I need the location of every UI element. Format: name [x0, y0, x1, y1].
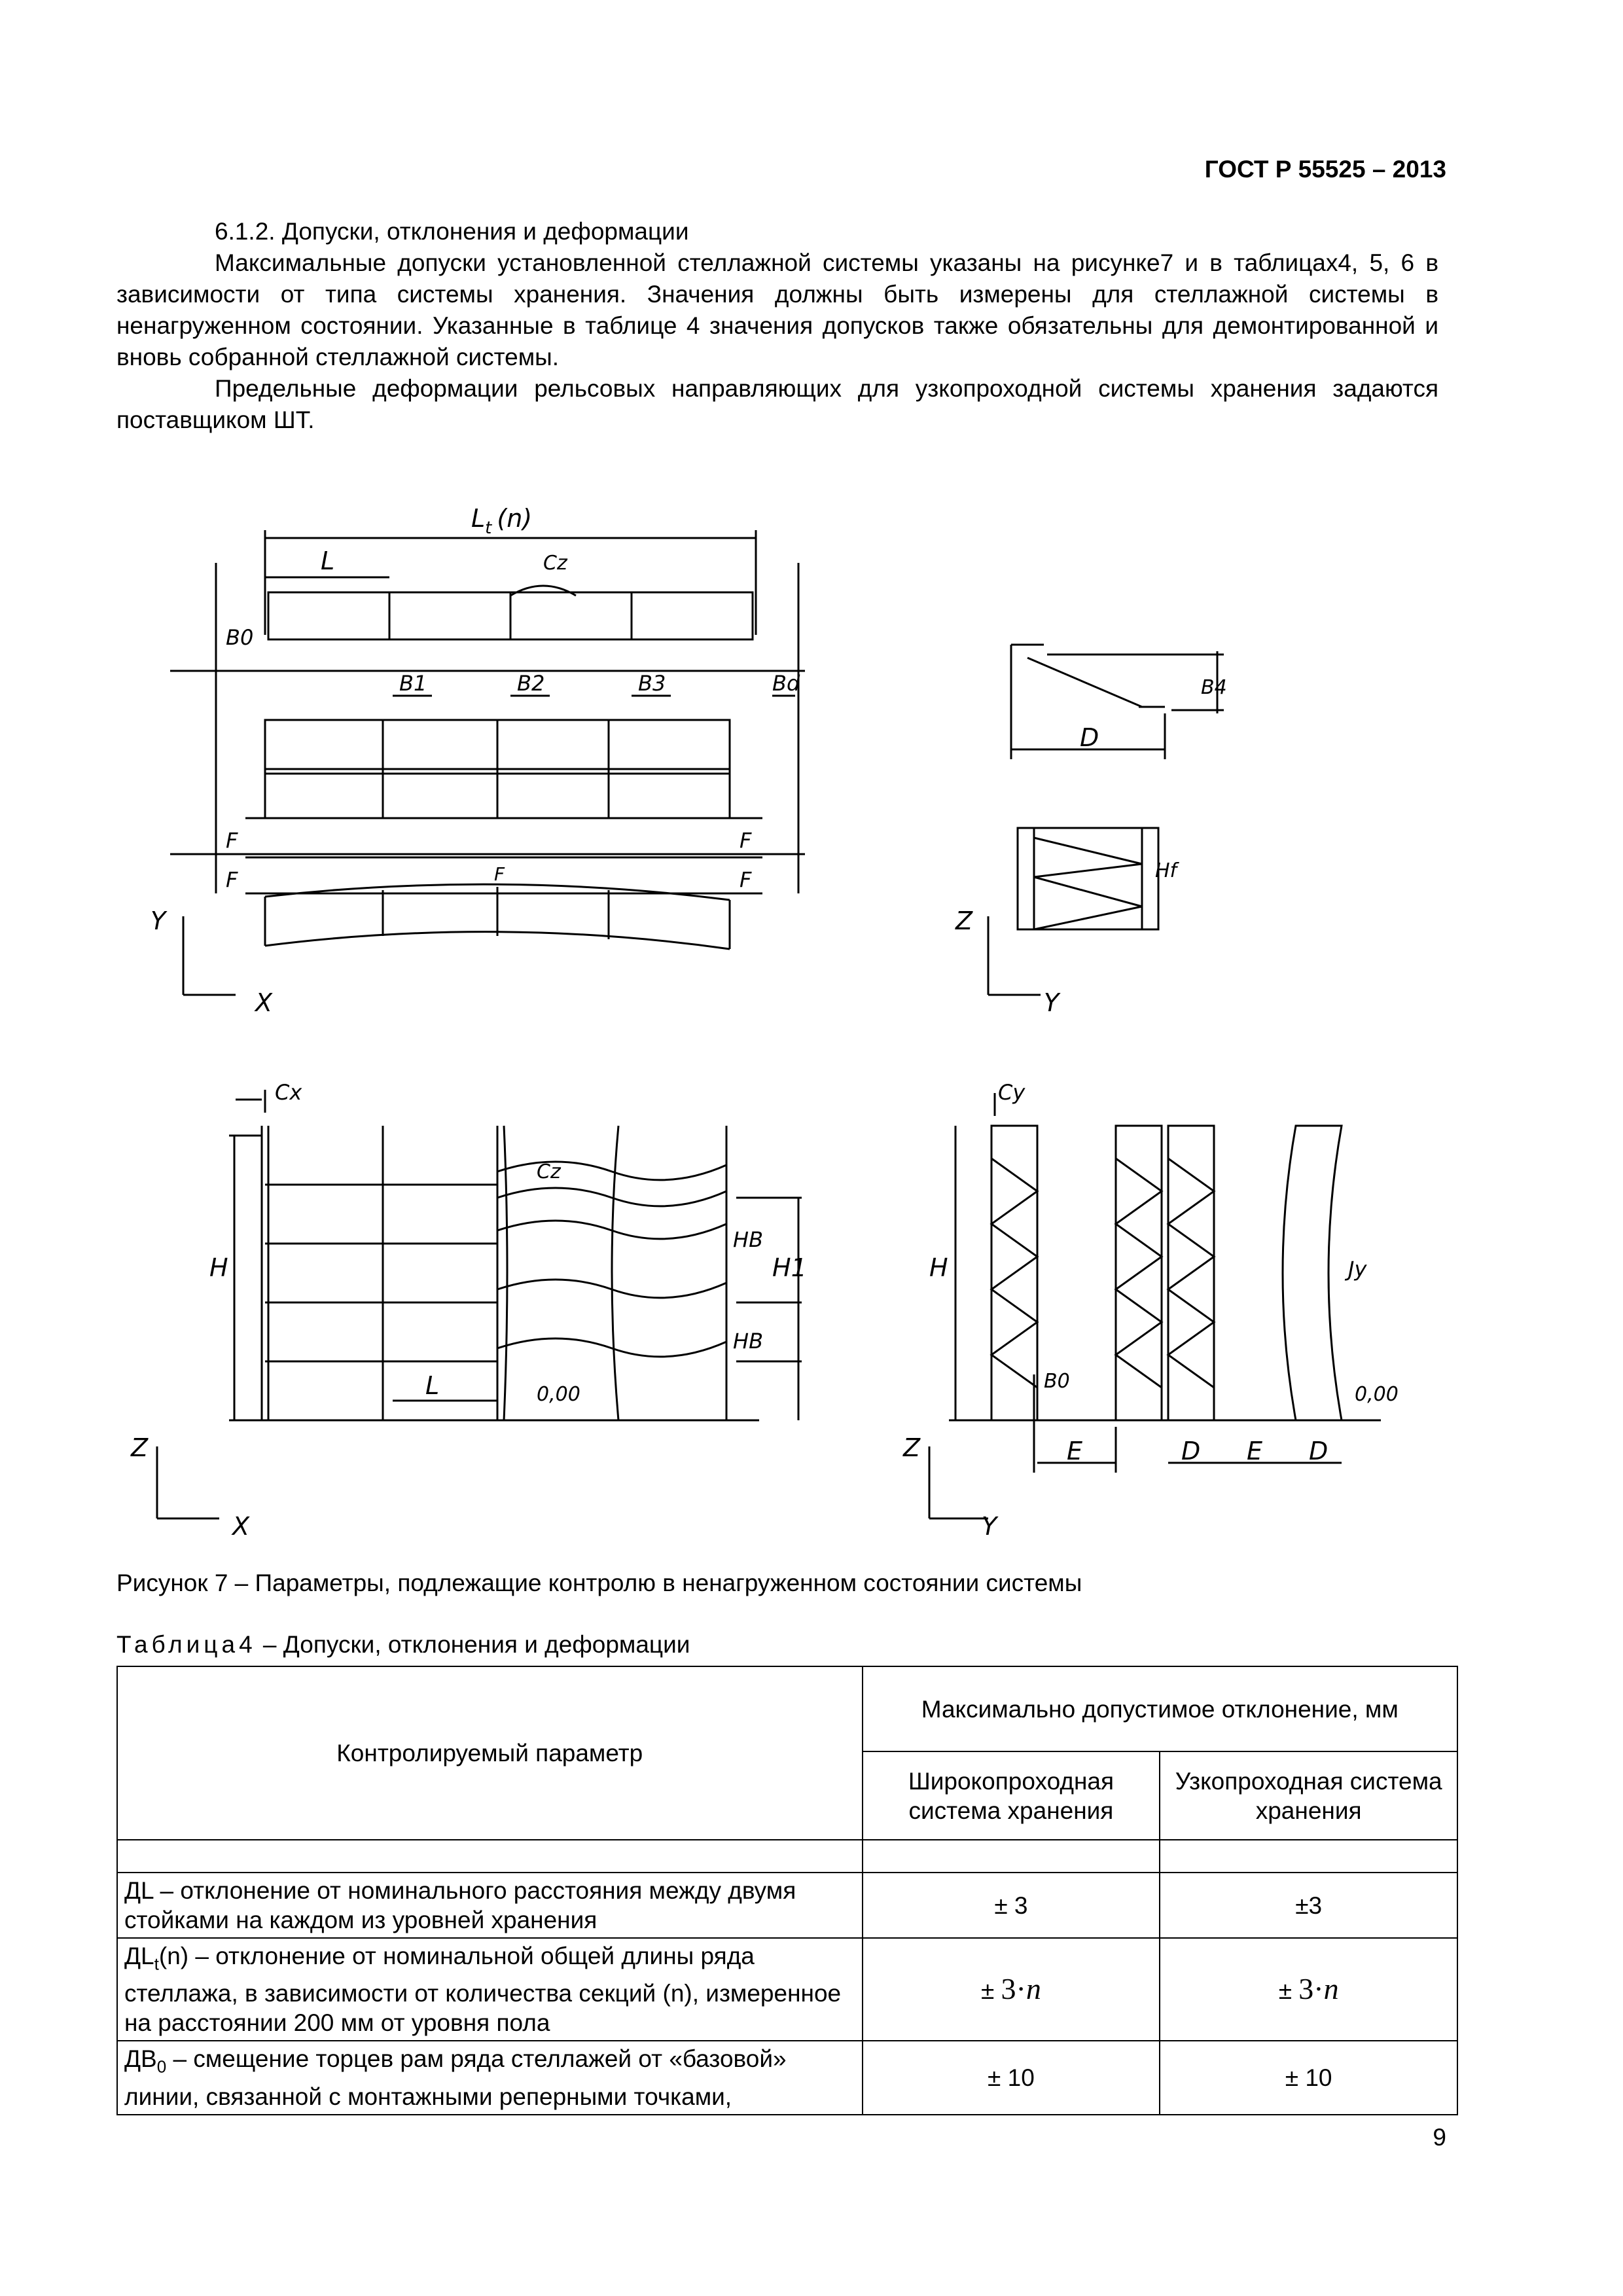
- lt-n: (n): [497, 504, 533, 533]
- e-label-2: E: [1247, 1437, 1263, 1465]
- row2-narrow-num: 3·: [1298, 1971, 1324, 2005]
- table-header-row-1: [117, 1666, 1457, 1751]
- f-label-mid: F: [494, 863, 505, 885]
- row1-narrow: ±3: [1160, 1873, 1457, 1938]
- row2-narrow-var: n: [1323, 1971, 1339, 2005]
- row2-param: [117, 1938, 863, 2041]
- d-label-top: D: [1080, 723, 1099, 752]
- spacer-cell: [1160, 1840, 1457, 1873]
- row2-narrow-formula: [1298, 1972, 1338, 2005]
- y-axis-label-3: Y: [982, 1512, 997, 1541]
- z-axis-label-2: Z: [131, 1433, 149, 1462]
- spacer-cell: [863, 1840, 1160, 1873]
- b3-label: B3: [638, 671, 666, 696]
- lt-main: L: [471, 504, 486, 533]
- bd-label: Bd: [772, 671, 800, 696]
- side-view-diagram: [955, 645, 1227, 1017]
- y-axis-label-1: Y: [151, 906, 166, 935]
- row3-narrow: ± 10: [1160, 2041, 1457, 2114]
- paragraph-2: Предельные деформации рельсовых направляющих для узкопроходной системы хранения задаются поставщиком ШТ.: [116, 375, 1438, 433]
- d-label-1: D: [1181, 1437, 1201, 1465]
- row2-wide-pm: ±: [980, 1977, 995, 2004]
- l-label-front: L: [425, 1371, 440, 1400]
- z-axis-label-1: Z: [955, 906, 973, 935]
- lt-sub: t: [485, 518, 492, 538]
- x-axis-label-1: X: [255, 988, 273, 1017]
- y-axis-label-2: Y: [1044, 988, 1060, 1017]
- cy-label: Cy: [998, 1080, 1026, 1105]
- row3-param-b: – смещение торцев рам ряда стеллажей от «базовой» линии, связанной с монтажными реперными точками,: [124, 2045, 787, 2110]
- z-axis-label-3: Z: [903, 1433, 921, 1462]
- table-caption: [116, 1631, 690, 1659]
- row3-wide: ± 10: [863, 2041, 1160, 2114]
- row2-narrow-pm: ±: [1278, 1977, 1292, 2004]
- cz-label-top: Cz: [543, 552, 567, 575]
- table-spacer-row: [117, 1840, 1457, 1873]
- f-label-left-1: F: [226, 828, 238, 853]
- jy-label: Jy: [1348, 1257, 1367, 1282]
- d-label-2: D: [1309, 1437, 1329, 1465]
- spacer-cell: [117, 1840, 863, 1873]
- table-caption-text: – Допуски, отклонения и деформации: [256, 1631, 690, 1658]
- b4-label: B4: [1201, 676, 1227, 699]
- header-param: Контролируемый параметр: [117, 1666, 863, 1840]
- l-label-top: L: [321, 547, 335, 575]
- row2-wide: [863, 1938, 1160, 2041]
- row3-param-a: ДВ: [124, 2045, 157, 2073]
- hb-label-2: HB: [733, 1329, 764, 1354]
- row2-param-b: (n) – отклонение от номинальной общей длины ряда стеллажа, в зависимости от количества секций (n), измеренное на расстоянии 200 мм от уровня пола: [124, 1943, 842, 2037]
- row2-param-sub: t: [154, 1954, 159, 1974]
- row2-narrow: [1160, 1938, 1457, 2041]
- b1-label: B1: [399, 671, 427, 696]
- front-elevation-diagram: [130, 1080, 807, 1541]
- row1-wide: ± 3: [863, 1873, 1160, 1938]
- hb-label-1: HB: [733, 1227, 764, 1252]
- table-row: [117, 2041, 1457, 2114]
- section-title: 6.1.2. Допуски, отклонения и деформации: [215, 218, 689, 245]
- cx-label: Cx: [275, 1080, 302, 1105]
- row3-param: [117, 2041, 863, 2114]
- h1-label: H1: [772, 1253, 807, 1282]
- header-wide: Широкопроходная система хранения: [863, 1751, 1160, 1840]
- x-axis-label-2: X: [232, 1512, 250, 1541]
- zero-level-right: 0,00: [1355, 1383, 1399, 1406]
- document-header: ГОСТ Р 55525 – 2013: [1204, 156, 1446, 183]
- row2-wide-formula: [1001, 1972, 1041, 2005]
- row2-wide-num: 3·: [1001, 1971, 1026, 2005]
- table-row: [117, 1873, 1457, 1938]
- plan-view-diagram: [151, 504, 805, 1017]
- f-label-right-2: F: [740, 867, 752, 892]
- h-label-right: H: [929, 1253, 948, 1282]
- header-narrow: Узкопроходная система хранения: [1160, 1751, 1457, 1840]
- e-label-1: E: [1067, 1437, 1083, 1465]
- lt-label: [471, 504, 532, 538]
- h-label-left: H: [209, 1253, 228, 1282]
- figure-caption: Рисунок 7 – Параметры, подлежащие контролю в ненагруженном состоянии системы: [116, 1570, 1082, 1596]
- tolerance-table: [116, 1666, 1458, 2115]
- f-label-left-2: F: [226, 867, 238, 892]
- header-max-dev: Максимально допустимое отклонение, мм: [863, 1666, 1457, 1751]
- row2-param-a: ДL: [124, 1943, 154, 1969]
- f-label-right-1: F: [740, 828, 752, 853]
- b0-label-side: B0: [1044, 1370, 1070, 1393]
- row1-param: ДL – отклонение от номинального расстояния между двумя стойками на каждом из уровней хранения: [117, 1873, 863, 1938]
- side-elevation-diagram: [902, 1080, 1399, 1541]
- table-caption-prefix: Таблица4: [116, 1631, 257, 1658]
- paragraph-1: Максимальные допуски установленной стеллажной системы указаны на рисунке7 и в таблицах4, 5, 6 в зависимости от типа системы хранения. Значения должны быть измерены для стеллажной системы в ненагруженном состоянии. Указанные в таблице 4 значения допусков также обязательны для демонтированной и вновь собранной стеллажной системы.: [116, 249, 1438, 370]
- table-row: [117, 1938, 1457, 2041]
- cz-label-front: Cz: [537, 1160, 561, 1183]
- row3-param-sub: 0: [156, 2056, 167, 2077]
- page-number: 9: [1433, 2124, 1446, 2151]
- hf-label: Hf: [1155, 859, 1177, 882]
- b2-label: B2: [517, 671, 545, 696]
- b0-label: B0: [226, 625, 254, 650]
- row2-wide-var: n: [1026, 1971, 1041, 2005]
- zero-level-left: 0,00: [537, 1383, 580, 1406]
